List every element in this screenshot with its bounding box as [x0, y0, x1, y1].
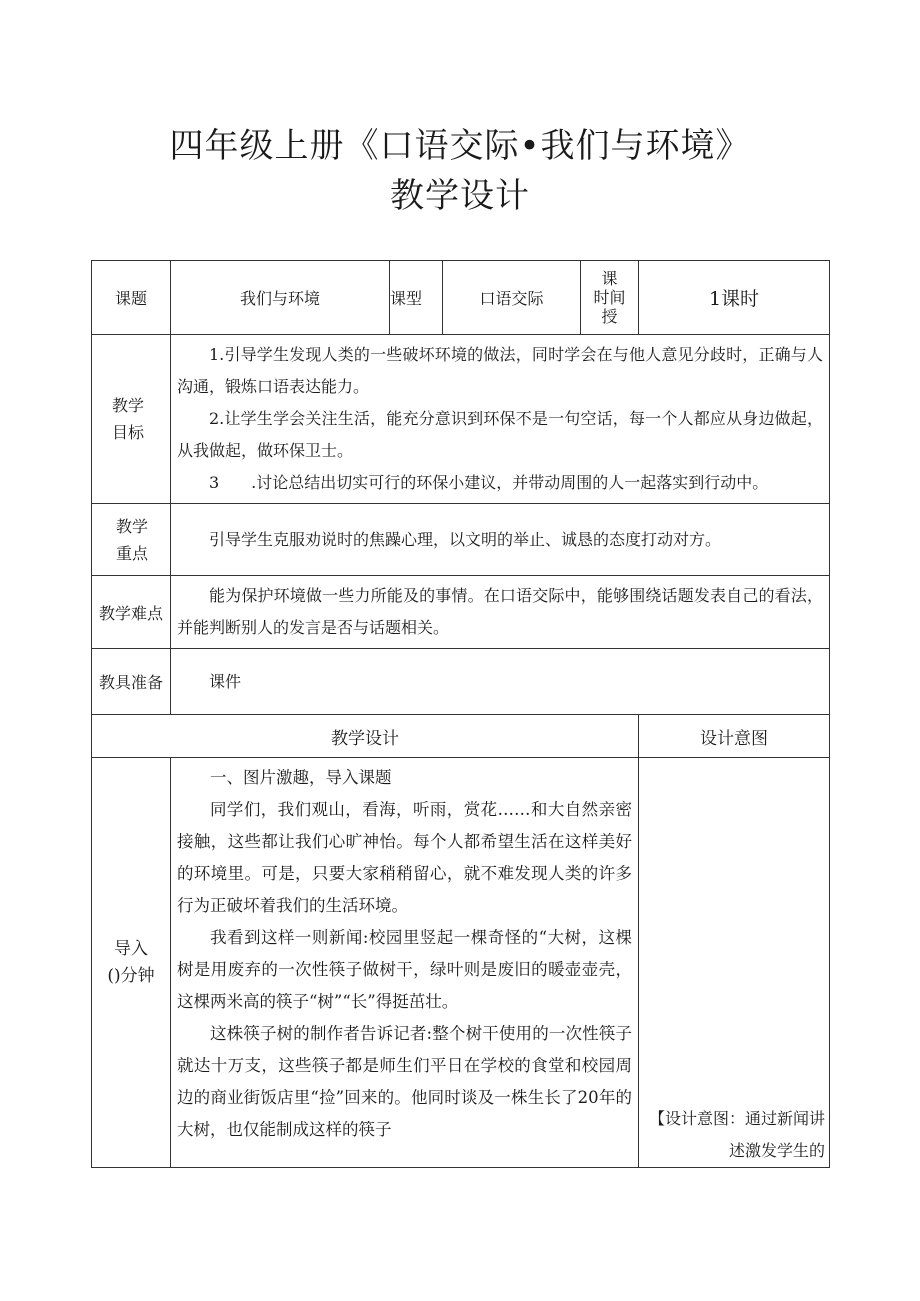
intro-row: [92, 758, 830, 1168]
type-label: 课型: [390, 261, 443, 335]
document-title-line1: 四年级上册《口语交际•我们与环境》: [169, 126, 751, 166]
focus-row: [92, 504, 830, 576]
info-row: [92, 261, 830, 335]
topic-value: 我们与环境: [171, 261, 390, 335]
intro-heading: 一、图片激趣，导入课题: [210, 768, 392, 787]
intent-header: 设计意图: [639, 715, 830, 758]
goal-item-2: 2.让学生学会关注生活，能充分意识到环保不是一句空话，每一个人都应从身边做起，从我做起，做环保卫士。: [177, 409, 823, 460]
materials-text: 课件: [209, 671, 242, 691]
intro-content: [171, 758, 639, 1168]
goal-item-3: 3 .讨论总结出切实可行的环保小建议，并带动周围的人一起落实到行动中。: [209, 473, 769, 492]
focus-content: [171, 504, 830, 576]
intro-paragraph-2: 我看到这样一则新闻:校园里竖起一棵奇怪的“大树，这棵树是用废弃的一次性筷子做树干，绿叶则是废旧的暖壶壶壳，这棵两米高的筷子“树”“长”得挺茁壮。: [177, 928, 632, 1011]
difficulty-content: [171, 576, 830, 649]
difficulty-text: 能为保护环境做一些力所能及的事情。在口语交际中，能够围绕话题发表自己的看法，并能判断别人的发言是否与话题相关。: [177, 586, 823, 637]
design-header-row: [92, 715, 830, 758]
intro-label-line1: 导入: [114, 938, 148, 959]
goal-item-1: 1.引导学生发现人类的一些破坏环境的做法，同时学会在与他人意见分歧时，正确与人沟通，锻炼口语表达能力。: [177, 345, 823, 396]
materials-label: 教具准备: [92, 649, 171, 715]
hours-label: [581, 261, 639, 335]
type-value: 口语交际: [443, 261, 581, 335]
intro-label: [92, 758, 171, 1168]
hours-label-line1: 课: [601, 269, 618, 288]
goals-row: [92, 335, 830, 504]
intro-intent: 【设计意图：通过新闻讲述激发学生的: [639, 758, 830, 1168]
lesson-plan-table: [91, 260, 830, 1168]
design-header: 教学设计: [92, 715, 639, 758]
difficulty-row: [92, 576, 830, 649]
goals-content: [171, 335, 830, 504]
goals-label: 教学目标: [92, 335, 171, 504]
materials-content: [171, 649, 830, 715]
hours-value: 1课时: [639, 261, 830, 335]
intro-label-line2: ()分钟: [107, 965, 155, 986]
hours-label-line2: 时间: [593, 288, 626, 307]
hours-label-line3: 授: [601, 307, 618, 326]
difficulty-label: 教学难点: [92, 576, 171, 649]
focus-label: 教学重点: [92, 504, 171, 576]
document-title-line2: 教学设计: [390, 176, 530, 216]
materials-row: [92, 649, 830, 715]
focus-text: 引导学生克服劝说时的焦躁心理，以文明的举止、诚恳的态度打动对方。: [209, 529, 722, 549]
topic-label: 课题: [92, 261, 171, 335]
intro-paragraph-1: 同学们，我们观山，看海，听雨，赏花……和大自然亲密接触，这些都让我们心旷神怡。每个人都希望生活在这样美好的环境里。可是，只要大家稍稍留心，就不难发现人类的许多行为正破坏着我们的生活环境。: [177, 800, 632, 915]
intro-paragraph-3: 这株筷子树的制作者告诉记者:整个树干使用的一次性筷子就达十万支，这些筷子都是师生们平日在学校的食堂和校园周边的商业街饭店里“捡”回来的。他同时谈及一株生长了20年的大树，也仅能制成这样的筷子: [177, 1024, 632, 1139]
